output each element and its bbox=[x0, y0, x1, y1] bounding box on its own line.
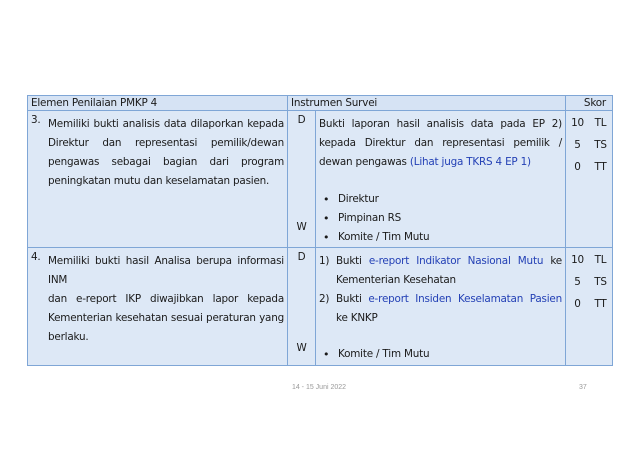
method-d: D bbox=[297, 251, 306, 263]
list-item: • Komite / Tim Mutu bbox=[319, 228, 562, 247]
instrument-text-line: dewan pengawas (Lihat juga TKRS 4 EP 1) bbox=[319, 156, 531, 168]
score-value: 10 bbox=[571, 254, 584, 266]
element-text-line: Direktur dan representasi pemilik/dewan bbox=[48, 137, 284, 149]
score-grade: TL bbox=[594, 254, 607, 266]
respondent-list bbox=[319, 345, 562, 364]
method-w: W bbox=[296, 221, 307, 233]
instrument-item bbox=[319, 290, 562, 328]
element-number: 4. bbox=[31, 251, 41, 263]
page-number: 37 bbox=[579, 384, 587, 391]
score-cell bbox=[566, 248, 613, 366]
table-header-row bbox=[28, 96, 613, 111]
instrument-text-line: Kementerian Kesehatan bbox=[336, 274, 456, 286]
element-cell bbox=[28, 248, 288, 366]
score-grade: TL bbox=[594, 117, 607, 129]
assessment-table bbox=[27, 95, 613, 366]
header-score: Skor bbox=[566, 96, 613, 111]
score-grade: TT bbox=[594, 161, 607, 173]
instrument-text-line: Bukti e-report Insiden Keselamatan Pasien bbox=[336, 293, 562, 305]
header-element: Elemen Penilaian PMKP 4 bbox=[28, 96, 288, 111]
element-text-line: berlaku. bbox=[48, 331, 89, 343]
instrument-link: e-report Indikator Nasional Mutu bbox=[368, 255, 544, 267]
instrument-item bbox=[319, 252, 562, 290]
respondent-list bbox=[319, 190, 562, 247]
header-instrument: Instrumen Survei bbox=[288, 96, 566, 111]
score-value: 0 bbox=[574, 161, 581, 173]
element-cell bbox=[28, 111, 288, 248]
method-cell bbox=[288, 111, 316, 248]
list-item: • Direktur bbox=[319, 190, 562, 209]
instrument-cell bbox=[316, 248, 566, 366]
score-value: 0 bbox=[574, 298, 581, 310]
method-w: W bbox=[296, 342, 307, 354]
instrument-text-line: Bukti laporan hasil analisis data pada EP 2) bbox=[319, 118, 562, 130]
table-row bbox=[28, 111, 613, 248]
item-number: 1) bbox=[319, 255, 330, 267]
element-text-line: Memiliki bukti analisis data dilaporkan kepada bbox=[48, 118, 284, 130]
instrument-text-line: Bukti e-report Indikator Nasional Mutu ke bbox=[336, 255, 562, 267]
score-cell bbox=[566, 111, 613, 248]
list-item: • Komite / Tim Mutu bbox=[319, 345, 562, 364]
element-text-line: Kementerian kesehatan sesuai peraturan yang bbox=[48, 312, 284, 324]
method-d: D bbox=[297, 114, 306, 126]
element-text-line: dan e-report IKP diwajibkan lapor kepada bbox=[48, 293, 284, 305]
element-number: 3. bbox=[31, 114, 41, 126]
instrument-cell bbox=[316, 111, 566, 248]
score-value: 5 bbox=[574, 139, 581, 151]
instrument-link: e-report Insiden Keselamatan Pasien bbox=[368, 293, 562, 305]
item-number: 2) bbox=[319, 293, 330, 305]
score-value: 10 bbox=[571, 117, 584, 129]
table-row bbox=[28, 248, 613, 366]
method-cell bbox=[288, 248, 316, 366]
list-item: • Pimpinan RS bbox=[319, 209, 562, 228]
instrument-text-line: ke KNKP bbox=[336, 312, 378, 324]
score-grade: TS bbox=[594, 276, 607, 288]
instrument-reference: (Lihat juga TKRS 4 EP 1) bbox=[409, 156, 531, 168]
footer-date: 14 - 15 Juni 2022 bbox=[291, 384, 347, 391]
score-grade: TT bbox=[594, 298, 607, 310]
element-text-line: Memiliki bukti hasil Analisa berupa informasi INM bbox=[48, 255, 284, 286]
score-value: 5 bbox=[574, 276, 581, 288]
instrument-text-line: kepada Direktur dan representasi pemilik / bbox=[319, 137, 562, 149]
element-text-line: pengawas sebagai bagian dari program bbox=[48, 156, 284, 168]
score-grade: TS bbox=[594, 139, 607, 151]
element-text-line: peningkatan mutu dan keselamatan pasien. bbox=[48, 175, 270, 187]
